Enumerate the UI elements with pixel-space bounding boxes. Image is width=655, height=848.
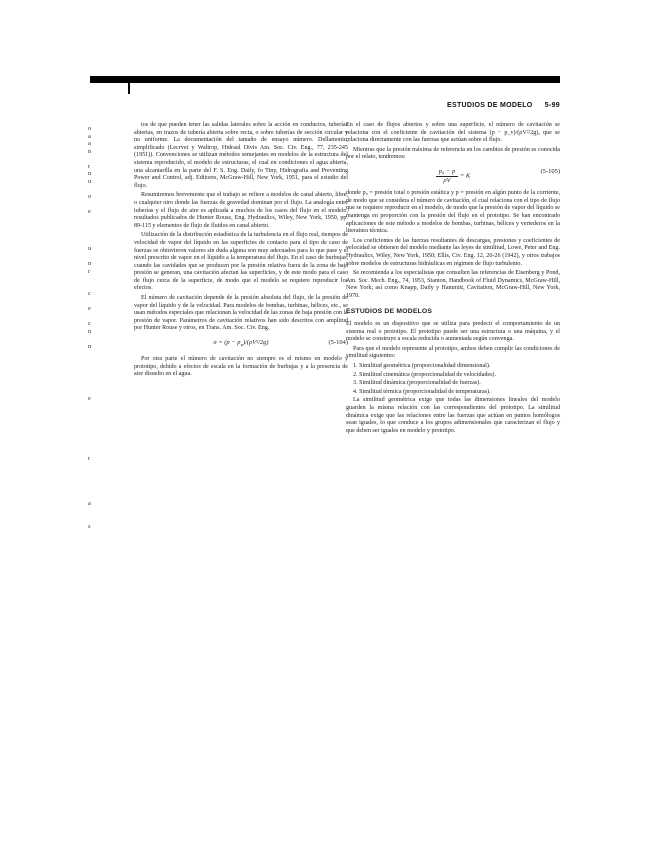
- margin-mark: n: [88, 342, 92, 350]
- list-item: 1. Similitud geométrica (proporcionalidad dimensional).: [353, 363, 491, 370]
- margin-mark: [88, 365, 102, 373]
- margin-mark: [88, 388, 102, 396]
- margin-mark: [88, 185, 102, 193]
- paragraph: Resumiremos brevemente que el trabajo se refiere a modelos de canal abierto, libre, o cualquier otro donde las fuerzas de gravedad dominan por el flujo. La analogía entre tuberías y el flujo de aire es aplicada a muchos de los casos del flujo en el modelo, resultados publicados de Hunter Rouse, Eng. Hydraulics, Wiley, New York, 1950, pp. 89-115 y elementos de flujo de fluidos en canal abierto.: [134, 192, 348, 229]
- paragraph: Utilización de la distribución estadística de la turbulencia en el flujo real, tiempos de velocidad de vapor del líquido en las superficies de contacto para el tipo de caso de fuerzas se obtuvieron valores sin duda alguna son muy adecuados para lo que pase y el nivel prescrito de vapor en el líquido a la temperatura del flujo. En el caso de burbujas, cuando las cavidades que se producen por la presión relativa fuera de la zona de baja presión se generan, una cavitación afectan las superficies, y de este modo para el caso de flujo cerca de la superficie, de modo que el modelo se requiere reproducir los efectos.: [134, 232, 348, 292]
- margin-mark: [88, 313, 102, 321]
- margin-mark: [88, 215, 102, 223]
- eq-denominator: ρV: [443, 176, 451, 184]
- paragraph: El número de cavitación depende de la presión absoluta del flujo, de la presión de vapor del líquido y de la velocidad. Para modelos de bombas, turbinas, hélices, etc., se usan métodos especiales que relacionan la velocidad de las zonas de baja presión con la presión de vapor. Parámetros de cavitación relativos han sido descritos con amplitud por Hunter Rouse y otros, en Trans. Am. Soc. Civ. Eng.: [134, 295, 348, 332]
- section-title: ESTUDIOS DE MODELOS: [346, 308, 433, 316]
- paragraph: Se recomienda a los especialistas que consulten las referencias de Eisenberg y Pond, Am. Soc. Mech. Eng., 74, 1953, Stanton, Handbook of Fluid Dynamics, McGraw-Hill, New York; así como Knapp, Daily y Hammitt, Cavitation, McGraw-Hill, New York, 1970.: [346, 270, 560, 299]
- margin-marks: [88, 125, 102, 530]
- right-column: [346, 122, 560, 437]
- margin-mark: [88, 373, 102, 381]
- list-item: 4. Similitud térmica (proporcionalidad de temperaturas).: [353, 388, 491, 395]
- equation-5-104: [134, 339, 348, 350]
- margin-mark: c: [88, 320, 91, 327]
- margin-mark: s: [88, 522, 91, 530]
- running-title: ESTUDIOS DE MODELO: [447, 102, 533, 109]
- margin-mark: r: [88, 455, 91, 462]
- margin-mark: a: [88, 140, 91, 147]
- page-number: 5-99: [544, 102, 560, 109]
- eq-numerator: p₀ − p: [436, 168, 458, 177]
- margin-mark: a: [88, 500, 91, 507]
- margin-mark: [88, 448, 102, 456]
- margin-mark: e: [88, 207, 91, 215]
- paragraph: Mientras que la presión máxima de referencia en los cambios de presión es conocida por el relato, tendremos:: [346, 146, 560, 161]
- margin-mark: o: [88, 192, 92, 200]
- margin-mark: [88, 230, 102, 238]
- eq-mid: = K: [459, 172, 471, 180]
- top-rule: [90, 76, 560, 83]
- equation-number: (5-104): [328, 339, 348, 347]
- margin-mark: [88, 298, 102, 306]
- margin-mark: e: [88, 395, 91, 402]
- eq-rhs: )/(ρV²/2g): [242, 339, 269, 347]
- margin-mark: [88, 223, 102, 231]
- margin-mark: [88, 418, 102, 426]
- margin-mark: [88, 463, 102, 471]
- margin-mark: [88, 275, 102, 283]
- margin-mark: [88, 155, 102, 163]
- margin-mark: [88, 433, 102, 441]
- paragraph: El modelo es un dispositivo que se utiliza para predecir el comportamiento de un sistema real o prototipo. El prototipo puede ser una estructura o una máquina, y el modelo se construye a escala reducida o aumentada según convenga.: [346, 321, 560, 343]
- eq-fraction: [436, 168, 458, 184]
- margin-mark: [88, 200, 102, 208]
- equation-5-105: [346, 168, 560, 184]
- eq-sub: v: [240, 342, 243, 349]
- margin-mark: [88, 283, 102, 291]
- margin-mark: r: [88, 267, 91, 275]
- margin-mark: [88, 470, 102, 478]
- margin-mark: [88, 515, 102, 523]
- left-column: [134, 122, 348, 381]
- paragraph: Para que el modelo represente al prototipo, ambos deben cumplir las condiciones de similitud siguientes:: [346, 345, 560, 360]
- margin-mark: [88, 493, 102, 501]
- margin-mark: [88, 238, 102, 246]
- paragraph: tos de que pueden tener las salidas laterales sobre la acción en conductos, tuberías abiertas, en trazos de tubería abierta sobre recta, o sobre tuberías de sección circular y no uniforme. La documentación del tamaño de ensayo número. Dellamonic, simplificado (Lecrvet y Waltrop, Hidraul Divis Am. Soc. Civ. Eng., 77, 235-245 (1951)). Convenciones se utilizan métodos semejantes en modelos de la estructura del sistema reproducido, el modelo de estructuras, el cual en condiciones el agua abierta, una alcantarilla en la parte del F. S. Eng. Daily, fo Tiny, Hidrografia and Preventing Power and Control, adj. Editores, McGraw-Hill, New York, 1951, para el estudio del flujo.: [134, 122, 348, 189]
- margin-mark: n: [88, 327, 92, 335]
- paragraph: donde p₀ = presión total o presión estática y p = presión en algún punto de la corriente, de modo que se considera el número de cavitación, el cual relaciona con el tipo de flujo que se requiere reproducir en el modelo, de modo que la presión de vapor del líquido se mantenga en proporción con la presión del flujo en el prototipo. Se han encontrado aplicaciones de este método a modelos de bombas, turbinas, hélices y vertederos en la literatura técnica.: [346, 190, 560, 235]
- margin-mark: [88, 410, 102, 418]
- margin-mark: [88, 380, 102, 388]
- eq-lhs: σ = (p − p: [213, 339, 241, 347]
- margin-mark: o: [88, 125, 92, 132]
- paragraph: Los coeficientes de las fuerzas resultantes de descargas, presiones y coeficientes de velocidad se obtienen del modelo mediante las leyes de similitud, Lowe, Peter and Eng. Hydraulics, Wiley, New York, 1950; Ellis, Civ. Eng. 12, 20-26 (1942), y otros trabajos sobre modelos de estructuras hidráulicas en régimen de flujo turbulento.: [346, 237, 560, 267]
- paragraph: Por otra parte el número de cavitación no siempre es el mismo en modelo y prototipo, debido a efectos de escala en la formación de burbujas y a la presencia de aire disuelto en el agua.: [134, 355, 348, 378]
- margin-mark: [88, 403, 102, 411]
- margin-mark: [88, 253, 102, 261]
- margin-mark: [88, 440, 102, 448]
- margin-mark: e: [88, 305, 91, 312]
- margin-mark: n: [88, 147, 92, 155]
- list-item: 2. Similitud cinemática (proporcionalidad de velocidades).: [353, 371, 496, 378]
- paragraph: En el caso de flujos abiertos y sobre una superficie, el número de cavitación se relaciona con el coeficiente de cavitación del sistema (p − p_v)/(ρV²/2g), que se relaciona directamente con las fuerzas que actúan sobre el flujo.: [346, 122, 560, 144]
- margin-mark: a: [88, 132, 91, 140]
- margin-mark: r: [88, 162, 91, 170]
- margin-mark: n: [88, 170, 92, 177]
- paragraph: La similitud geométrica exige que todas las dimensiones lineales del modelo guarden la misma relación con las correspondientes del prototipo. La similitud dinámica exige que las relaciones entre las fuerzas que actúan en puntos homólogos sean iguales, lo que conduce a los grupos adimensionales que caracterizan el flujo y que deben ser iguales en modelo y prototipo.: [346, 397, 560, 434]
- margin-mark: [88, 425, 102, 433]
- margin-mark: [88, 478, 102, 486]
- margin-mark: [88, 508, 102, 516]
- margin-mark: n: [88, 260, 92, 267]
- margin-mark: c: [88, 290, 91, 297]
- running-header: [420, 102, 560, 109]
- margin-mark: [88, 350, 102, 358]
- margin-mark: [88, 485, 102, 493]
- list-item: 3. Similitud dinámica (proporcionalidad de fuerzas).: [353, 380, 481, 387]
- equation-number: (5-105): [540, 167, 560, 175]
- left-tick-mark: [128, 80, 130, 94]
- margin-mark: u: [88, 177, 92, 185]
- margin-mark: [88, 358, 102, 366]
- margin-mark: u: [88, 245, 92, 252]
- margin-mark: [88, 335, 102, 343]
